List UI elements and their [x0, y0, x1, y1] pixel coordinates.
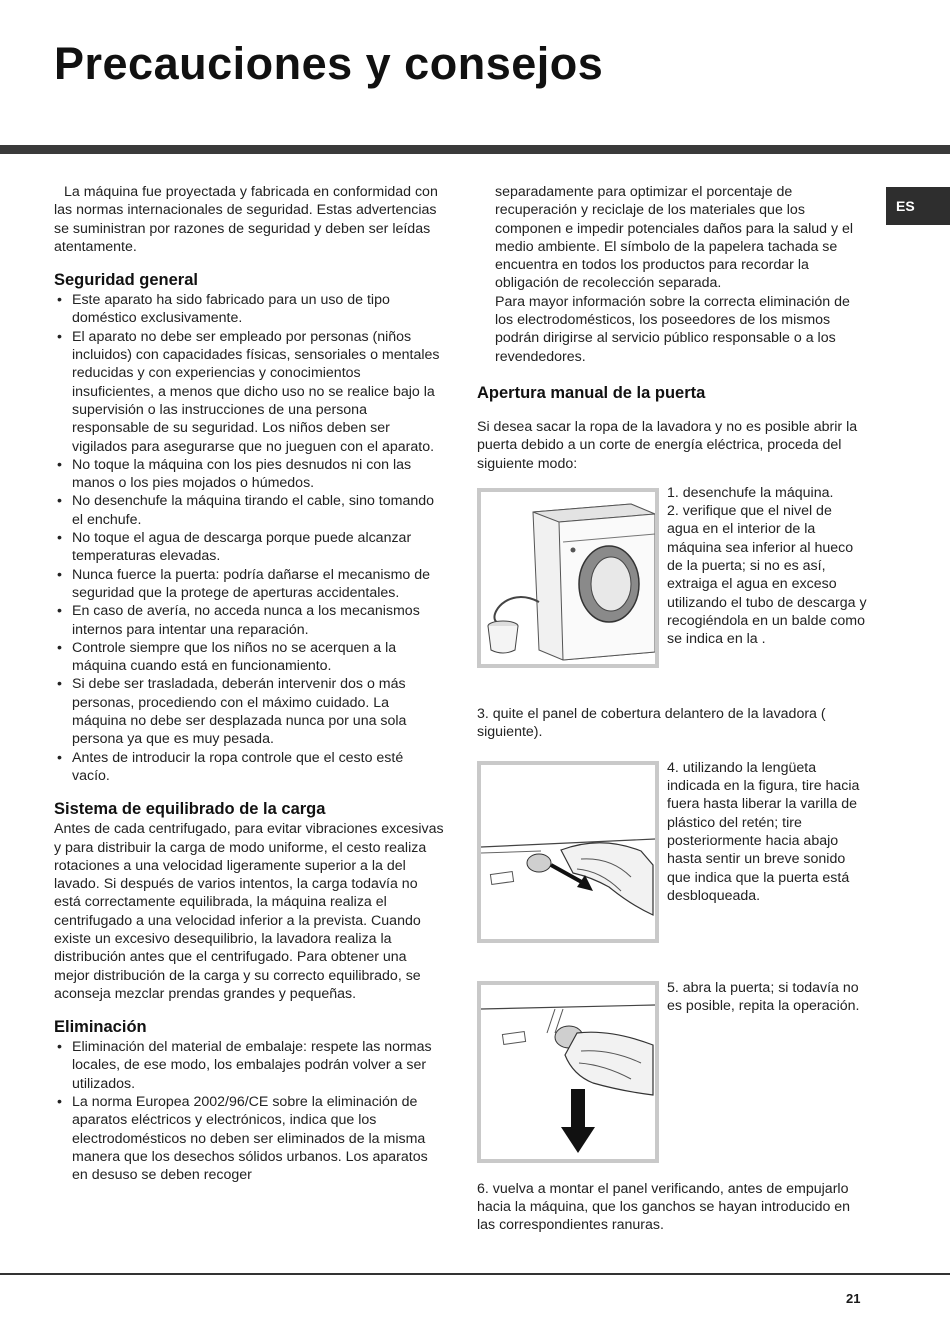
pull-tab-illustration — [481, 765, 655, 939]
list-item: • Antes de introducir la ropa controle que el cesto esté vacío. — [54, 749, 444, 786]
step-5-text — [667, 979, 867, 1016]
apertura-intro: Si desea sacar la ropa de la lavadora y no es posible abrir la puerta debido a un corte de energía eléctrica, proceda del siguiente modo: — [477, 418, 858, 472]
step-4: 4. utilizando la lengüeta indicada en la figura, tire hacia fuera hasta liberar la varilla de plástico del retén; tire posteriormente hacia abajo hasta sentir un breve sonido que indica que la puerta está desbloqueada. — [667, 759, 860, 904]
footer-divider — [0, 1273, 950, 1275]
step-1: 1. desenchufe la máquina. — [667, 484, 834, 501]
intro-paragraph: La máquina fue proyectada y fabricada en conformidad con las normas internacionales de seguridad. Estas advertencias se suministran por razones de seguridad y deben ser leídas atentamente. — [54, 184, 438, 255]
left-column — [54, 183, 444, 1185]
step-3: 3. quite el panel de cobertura delantero de la lavadora ( siguiente). — [477, 705, 826, 741]
list-item: • Este aparato ha sido fabricado para un uso de tipo doméstico exclusivamente. — [54, 291, 444, 328]
step-1-2-text — [667, 484, 867, 649]
language-tab-label: ES — [896, 198, 915, 214]
figure-drain-water — [477, 488, 659, 668]
seguridad-list — [54, 291, 444, 785]
list-item: • No toque el agua de descarga porque puede alcanzar temperaturas elevadas. — [54, 529, 444, 566]
list-item: • No desenchufe la máquina tirando el cable, sino tomando el enchufe. — [54, 492, 444, 529]
list-item: • El aparato no debe ser empleado por personas (niños incluidos) con capacidades físicas, sensoriales o mentales reducidas y con experiencias y conocimientos insuficientes, a menos que dicho uso no se realice bajo la supervisión o las instrucciones de una persona responsable de su seguridad. Los niños deben ser vigilados para asegurarse que no jueguen con el aparato. — [54, 328, 444, 456]
page-number: 21 — [846, 1291, 861, 1306]
page-title: Precauciones y consejos — [54, 38, 604, 89]
equilibrado-paragraph: Antes de cada centrifugado, para evitar vibraciones excesivas y para distribuir la carga de modo uniforme, el cesto realiza rotaciones a una velocidad ligeramente superior a la del lavado. Si después de varios intentos, la carga todavía no está correctamente equilibrada, la máquina realiza el centrifugado a una velocidad inferior a la prevista. Cuando existe un excesivo desequilibrio, la lavadora realiza la distribución antes que el centrifugado. Para obtener una mejor distribución de la carga y su correcto equilibrado, se aconseja mezclar prendas grandes y pequeñas. — [54, 821, 444, 1002]
list-item: • La norma Europea 2002/96/CE sobre la eliminación de aparatos eléctricos y electrónicos, indica que los electrodomésticos no deben ser eliminados de la misma manera que los desechos sólidos urbanos. Los aparatos en desuso se deben recoger — [54, 1093, 444, 1184]
eliminacion-continuation: separadamente para optimizar el porcentaje de recuperación y reciclaje de los materiales que los componen e impedir potenciales daños para la salud y el medio ambiente. El símbolo de la papelera tachada se encuentra en todos los productos para recordar la obligación de recolección separada. — [495, 184, 854, 292]
figure-pull-down — [477, 981, 659, 1163]
step-4-text — [667, 759, 867, 905]
list-item: • Nunca fuerce la puerta: podría dañarse el mecanismo de seguridad que la protege de aperturas accidentales. — [54, 566, 444, 603]
list-item: • Eliminación del material de embalaje: respete las normas locales, de ese modo, los embalajes podrán volver a ser utilizados. — [54, 1038, 444, 1093]
equilibrado-heading: Sistema de equilibrado de la carga — [54, 800, 326, 819]
step-2: 2. verifique que el nivel de agua en el interior de la máquina sea inferior al hueco de la puerta; si no es así, extraiga el agua en exceso utilizando el tubo de descarga y recogiéndola en un balde como se indica en la . — [667, 503, 867, 648]
apertura-heading: Apertura manual de la puerta — [477, 383, 706, 402]
seguridad-heading: Seguridad general — [54, 271, 198, 290]
eliminacion-info: Para mayor información sobre la correcta eliminación de los electrodomésticos, los poseedores de los mismos podrán dirigirse al servicio público responsable o a los revendedores. — [495, 293, 850, 365]
header-divider — [0, 145, 950, 154]
right-column — [477, 183, 869, 1253]
list-item: • No toque la máquina con los pies desnudos ni con las manos o los pies mojados o húmedos. — [54, 456, 444, 493]
eliminacion-list — [54, 1038, 444, 1184]
step-5: 5. abra la puerta; si todavía no es posible, repita la operación. — [667, 979, 860, 1015]
pull-down-illustration — [481, 985, 655, 1159]
apertura-steps — [477, 473, 869, 1253]
eliminacion-heading: Eliminación — [54, 1018, 147, 1037]
washing-machine-illustration — [481, 492, 655, 664]
step-6: 6. vuelva a montar el panel verificando, antes de empujarlo hacia la máquina, que los ganchos se hayan introducido en las correspondientes ranuras. — [477, 1180, 851, 1234]
list-item: • Controle siempre que los niños no se acerquen a la máquina cuando está en funcionamiento. — [54, 639, 444, 676]
list-item: • Si debe ser trasladada, deberán intervenir dos o más personas, procediendo con el máximo cuidado. La máquina no debe ser desplazada nunca por una sola persona ya que es muy pesada. — [54, 675, 444, 748]
list-item: • En caso de avería, no acceda nunca a los mecanismos internos para intentar una reparación. — [54, 602, 444, 639]
figure-pull-tab — [477, 761, 659, 943]
language-tab — [886, 187, 950, 225]
